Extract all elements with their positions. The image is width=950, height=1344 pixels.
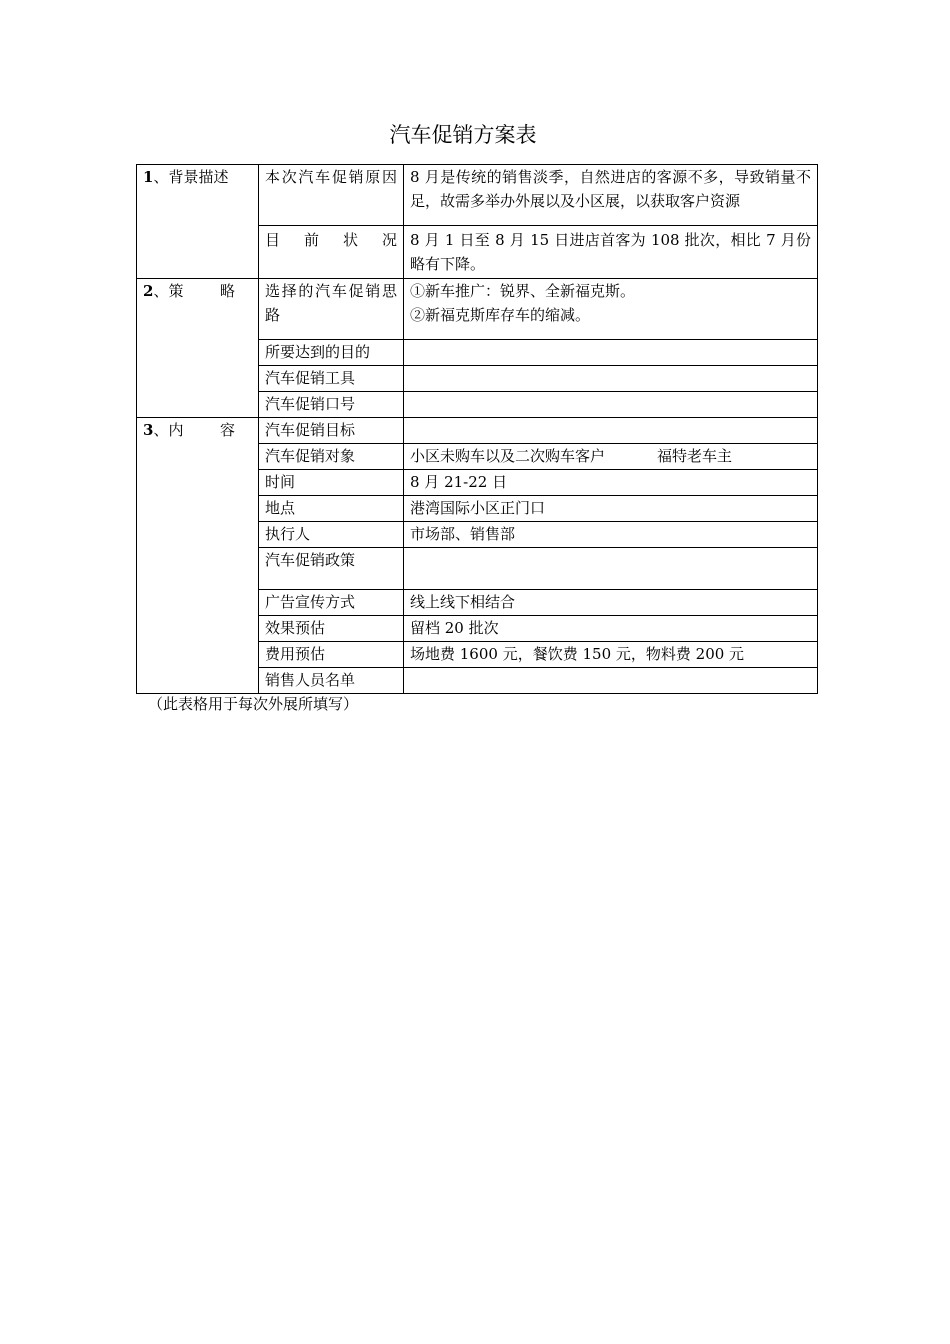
section-background-label: 1、背景描述 [137, 165, 259, 279]
row-content [404, 340, 818, 366]
section-strategy-label: 2、策 略 [137, 279, 259, 418]
row-content [404, 418, 818, 444]
row-content [404, 392, 818, 418]
row-content: 8 月 21-22 日 [404, 470, 818, 496]
strategy-line: ②新福克斯库存车的缩减。 [410, 306, 591, 324]
row-label: 费用预估 [259, 642, 404, 668]
row-label: 汽车促销目标 [259, 418, 404, 444]
row-content: 8 月是传统的销售淡季，自然进店的客源不多，导致销量不足，故需多举办外展以及小区展，以获取客户资源 [404, 165, 818, 226]
row-label: 所要达到的目的 [259, 340, 404, 366]
row-label: 本次汽车促销原因 [259, 165, 404, 226]
table-row [137, 418, 818, 444]
row-content: 港湾国际小区正门口 [404, 496, 818, 522]
footnote: （此表格用于每次外展所填写） [148, 695, 359, 713]
page-title: 汽车促销方案表 [389, 123, 537, 147]
row-label: 汽车促销政策 [259, 548, 404, 590]
row-content: 留档 20 批次 [404, 616, 818, 642]
row-content [404, 366, 818, 392]
row-label: 汽车促销工具 [259, 366, 404, 392]
row-content [404, 548, 818, 590]
target-customers: 小区未购车以及二次购车客户 [410, 447, 606, 465]
row-content: 场地费 1600 元，餐饮费 150 元，物料费 200 元 [404, 642, 818, 668]
row-content: 线上线下相结合 [404, 590, 818, 616]
row-label: 汽车促销口号 [259, 392, 404, 418]
row-content: 市场部、销售部 [404, 522, 818, 548]
row-label: 选择的汽车促销思路 [259, 279, 404, 340]
row-label: 时间 [259, 470, 404, 496]
row-label: 目 前 状 况 [259, 226, 404, 279]
row-label: 汽车促销对象 [259, 444, 404, 470]
row-content [404, 279, 818, 340]
row-content: 8 月 1 日至 8 月 15 日进店首客为 108 批次，相比 7 月份略有下降。 [404, 226, 818, 279]
row-label: 执行人 [259, 522, 404, 548]
target-owners: 福特老车主 [657, 447, 733, 465]
promotion-plan-table [136, 164, 818, 694]
strategy-line: ①新车推广：锐界、全新福克斯。 [410, 282, 636, 300]
row-content [404, 444, 818, 470]
section-content-label: 3、内 容 [137, 418, 259, 694]
row-content [404, 668, 818, 694]
row-label: 广告宣传方式 [259, 590, 404, 616]
table-row [137, 165, 818, 226]
row-label: 销售人员名单 [259, 668, 404, 694]
row-label: 地点 [259, 496, 404, 522]
row-label: 效果预估 [259, 616, 404, 642]
table-row [137, 279, 818, 340]
